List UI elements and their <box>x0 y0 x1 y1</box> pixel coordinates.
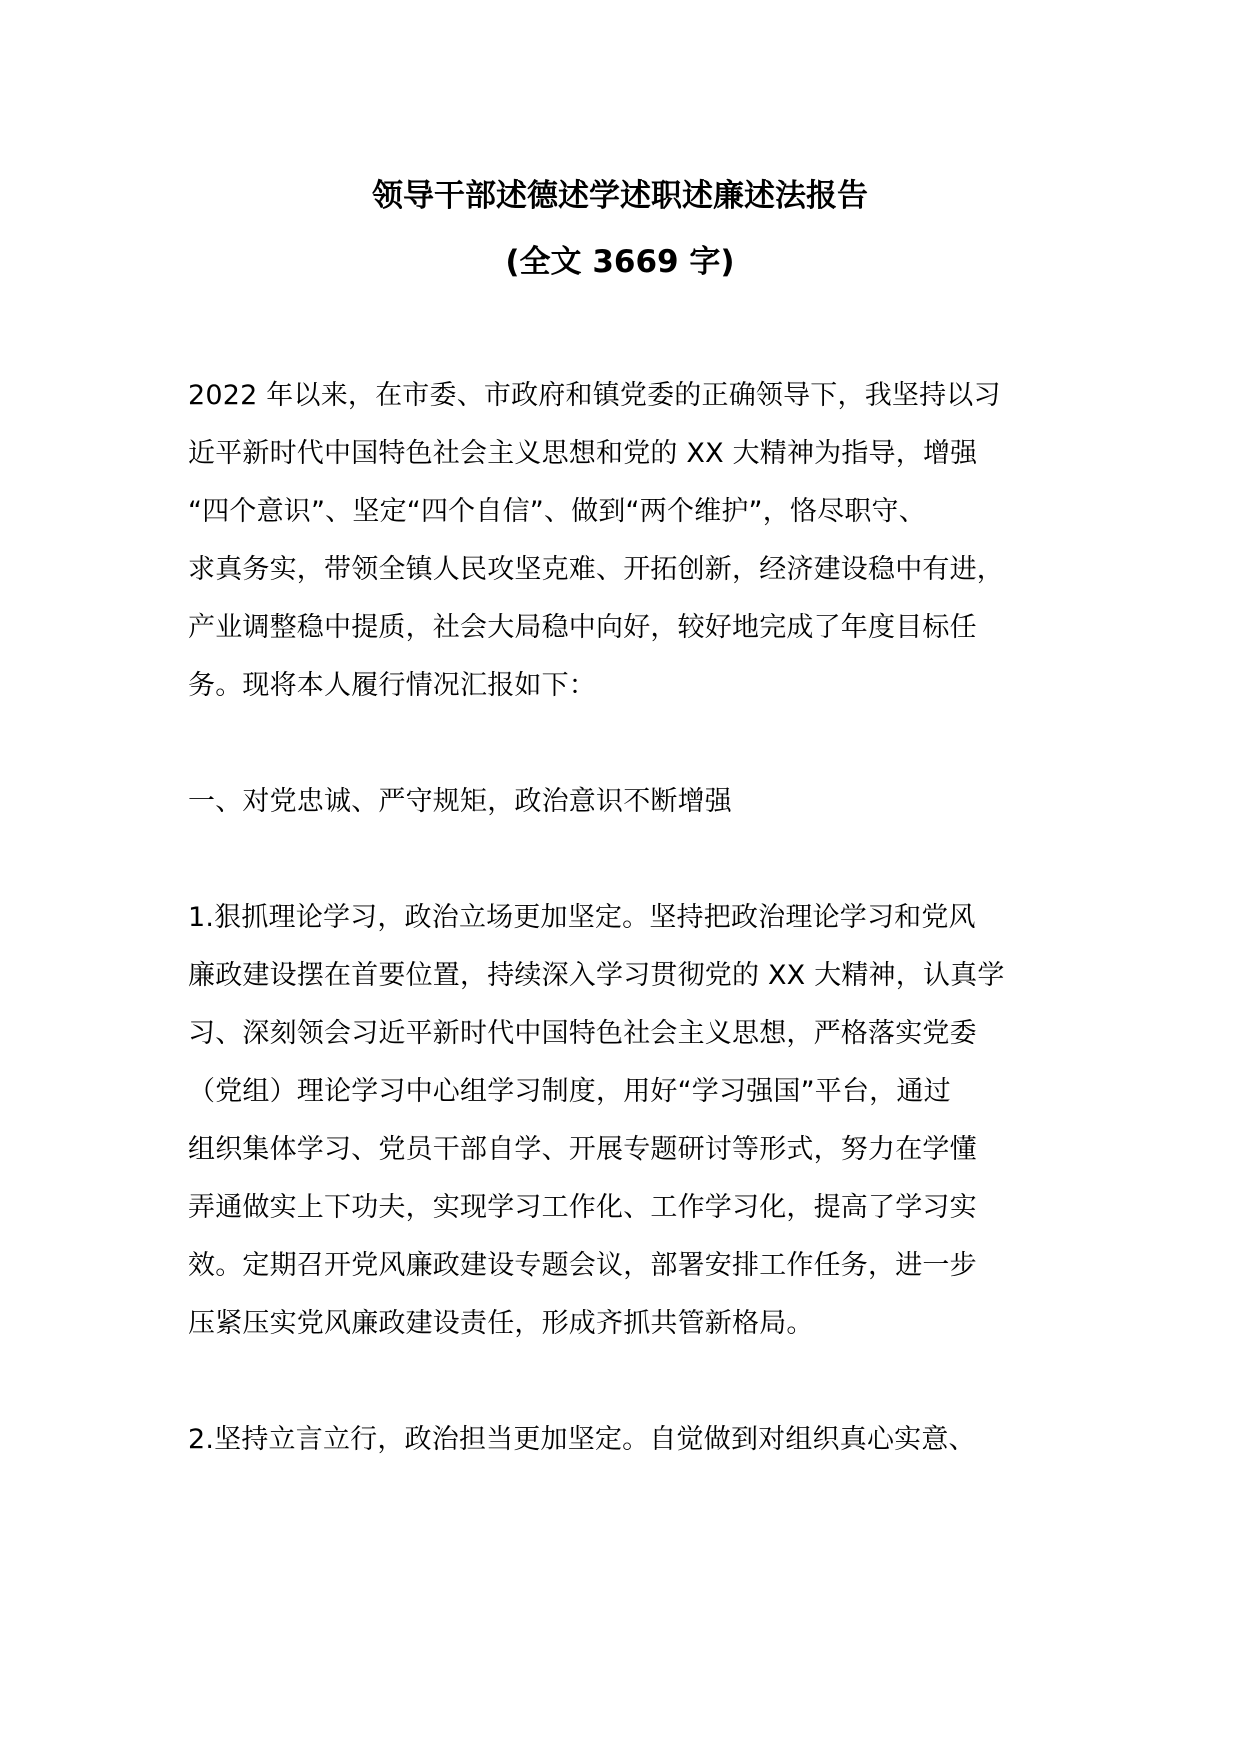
body-line: 务。现将本人履行情况汇报如下： <box>188 670 596 701</box>
body-line: （党组）理论学习中心组学习制度，用好“学习强国”平台，通过 <box>188 1076 951 1107</box>
body-line: 2022 年以来，在市委、市政府和镇党委的正确领导下，我坚持以习 <box>188 380 1001 411</box>
body-line: 组织集体学习、党员干部自学、开展专题研讨等形式，努力在学懂 <box>188 1134 977 1165</box>
body-line: 产业调整稳中提质，社会大局稳中向好，较好地完成了年度目标任 <box>188 612 977 643</box>
document-subtitle: (全文 3669 字) <box>505 244 735 280</box>
body-line: “四个意识”、坚定“四个自信”、做到“两个维护”，恪尽职守、 <box>188 496 926 527</box>
body-line: 廉政建设摆在首要位置，持续深入学习贯彻党的 XX 大精神，认真学 <box>188 960 1005 991</box>
body-line: 求真务实，带领全镇人民攻坚克难、开拓创新，经济建设稳中有进， <box>188 554 1004 585</box>
body-line: 近平新时代中国特色社会主义思想和党的 XX 大精神为指导，增强 <box>188 438 978 469</box>
body-line: 压紧压实党风廉政建设责任，形成齐抓共管新格局。 <box>188 1308 814 1339</box>
document-title: 领导干部述德述学述职述廉述法报告 <box>372 178 868 214</box>
section-heading: 一、对党忠诚、严守规矩，政治意识不断增强 <box>188 786 732 817</box>
body-line: 效。定期召开党风廉政建设专题会议，部署安排工作任务，进一步 <box>188 1250 977 1281</box>
body-line: 习、深刻领会习近平新时代中国特色社会主义思想，严格落实党委 <box>188 1018 977 1049</box>
body-line: 1.狠抓理论学习，政治立场更加坚定。坚持把政治理论学习和党风 <box>188 902 976 933</box>
body-line: 2.坚持立言立行，政治担当更加坚定。自觉做到对组织真心实意、 <box>188 1424 976 1455</box>
body-line: 弄通做实上下功夫，实现学习工作化、工作学习化，提高了学习实 <box>188 1192 977 1223</box>
